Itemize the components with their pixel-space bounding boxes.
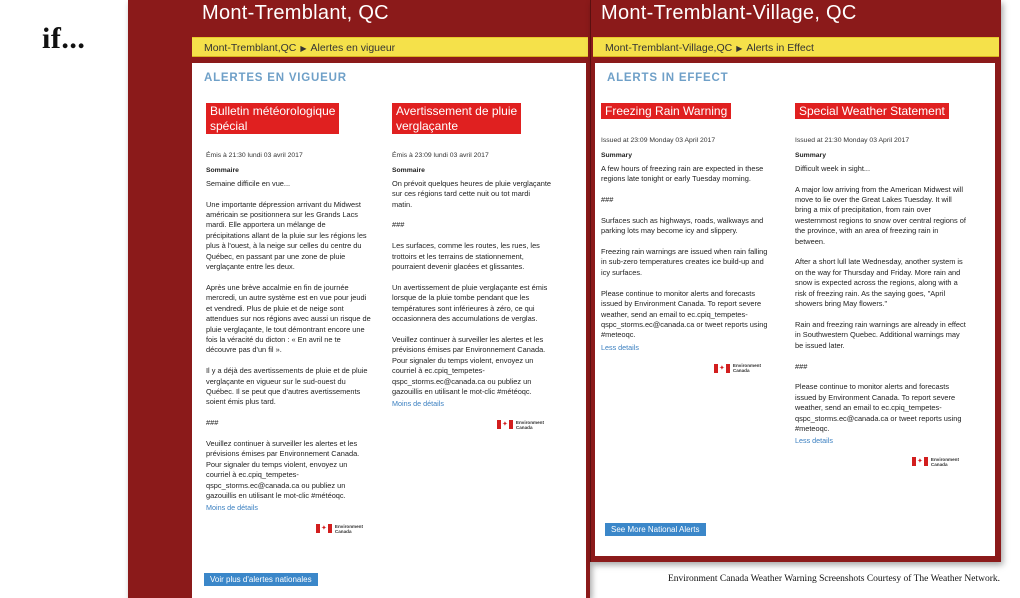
breadcrumb: [192, 37, 588, 57]
summary-heading: Sommaire: [392, 167, 425, 175]
alert-card: [795, 103, 967, 467]
breadcrumb-location-link[interactable]: Mont-Tremblant-Village,QC: [605, 42, 733, 54]
alert-title: Bulletin météorologique spécial: [206, 103, 339, 134]
alert-card: [206, 103, 371, 534]
canada-flag-icon: ✦: [912, 457, 928, 466]
canada-flag-icon: ✦: [497, 420, 513, 429]
right-panel-english: [590, 0, 1001, 562]
breadcrumb-current: Alerts in Effect: [746, 42, 814, 54]
breadcrumb-arrow-icon: ▶: [736, 44, 743, 53]
canada-flag-icon: ✦: [316, 524, 332, 533]
summary-heading: Sommaire: [206, 167, 239, 175]
alert-body: A few hours of freezing rain are expected in these regions late tonight or early Tuesday morning. ### Surfaces such as highways, roads, walkways and parking lots may become icy and slippery. Freezing rain warnings are issued when rain falling in sub-zero temperatures creates ice build-up and icy surfaces. Please continue to monitor alerts and forecasts issued by Environment Canada. To report severe weather, send an email to ec.cpiq_tempetes-qspc_storms.ec@canada.ca or tweet reports using #meteoqc.: [601, 163, 768, 340]
environment-canada-logo: ✦ Environment Canada: [392, 420, 544, 430]
section-title: ALERTES EN VIGUEUR: [204, 72, 347, 84]
less-details-link[interactable]: Less details: [795, 436, 833, 446]
environment-canada-logo: ✦ Environment Canada: [795, 457, 959, 467]
less-details-link[interactable]: Moins de détails: [206, 503, 258, 513]
alert-body: Difficult week in sight... A major low arriving from the American Midwest will move to lie over the Great Lakes Tuesday. It will bring a mix of precipitation, from rain over westernmost regions to snow over central regions of the province, with an area of freezing rain in between. After a short lull late Wednesday, another system is on the way for Thursday and Friday. More rain and snow is expected across the regions, along with a risk of freezing rain. As the saying goes, "April showers bring May flowers." Rain and freezing rain warnings are already in effect in Southwestern Quebec. Additional warnings may be issued later. ### Please continue to monitor alerts and forecasts issued by Environment Canada. To report severe weather, send an email to ec.cpiq_tempetes-qspc_storms.ec@canada.ca or tweet reports using #meteoqc.: [795, 163, 966, 433]
more-national-alerts-button[interactable]: Voir plus d'alertes nationales: [204, 573, 318, 586]
alert-card: [392, 103, 552, 430]
page-title: Mont-Tremblant, QC: [202, 2, 389, 24]
breadcrumb-arrow-icon: ▶: [300, 44, 307, 53]
alert-title: Avertissement de pluie verglaçante: [392, 103, 521, 134]
breadcrumb-current: Alertes en vigueur: [310, 42, 396, 54]
alert-issued-date: Émis à 21:30 lundi 03 avril 2017: [206, 152, 303, 159]
more-national-alerts-button[interactable]: See More National Alerts: [605, 523, 706, 536]
alert-issued-date: Issued at 21:30 Monday 03 April 2017: [795, 137, 910, 144]
alert-card: [601, 103, 769, 373]
environment-canada-logo: ✦ Environment Canada: [601, 363, 761, 373]
alert-body: On prévoit quelques heures de pluie verglaçante sur ces régions tard cette nuit ou tot mardi matin. ### Les surfaces, comme les routes, les rues, les trottoirs et les terrains de stationnement, pourraient devenir glacées et glissantes. Un avertissement de pluie verglaçante est émis lorsque de la pluie tombe pendant que les températures sont inférieures à zéro, ce qui occasionnera des accumulations de verglas. Veuillez continuer à surveiller les alertes et les prévisions émises par Environnement Canada. Pour signaler du temps violent, envoyez un courriel à ec.cpiq_tempetes-qspc_storms.ec@canada.ca ou publiez un gazouillis en utilisant le mot-clic #météoqc.: [392, 178, 552, 396]
less-details-link[interactable]: Less details: [601, 342, 639, 352]
if-heading: if...: [42, 22, 86, 55]
less-details-link[interactable]: Moins de détails: [392, 399, 444, 409]
alert-issued-date: Émis à 23:09 lundi 03 avril 2017: [392, 152, 489, 159]
summary-heading: Summary: [601, 152, 632, 160]
page-title: Mont-Tremblant-Village, QC: [601, 2, 857, 24]
alert-title: Freezing Rain Warning: [601, 103, 731, 119]
environment-canada-logo: ✦ Environment Canada: [206, 524, 363, 534]
left-panel-french: [128, 0, 590, 598]
alert-title: Special Weather Statement: [795, 103, 949, 119]
breadcrumb-location-link[interactable]: Mont-Tremblant,QC: [204, 42, 297, 54]
summary-heading: Summary: [795, 152, 826, 160]
breadcrumb: [593, 37, 999, 57]
canada-flag-icon: ✦: [714, 364, 730, 373]
alerts-content: [595, 63, 995, 556]
alert-issued-date: Issued at 23:09 Monday 03 April 2017: [601, 137, 716, 144]
alert-body: Semaine difficile en vue... Une importante dépression arrivant du Midwest américain se positionnera sur les Grands Lacs mardi. Elle apportera un mélange de précipitations allant de la pluie sur les régions les plus à l'ouest, à la neige sur celles du centre du Québec, en passant par une zone de pluie verglaçante entre les deux. Après une brève accalmie en fin de journée mercredi, un autre système est en vue pour jeudi et vendredi. Plus de pluie et de neige sont attendues sur nos régions avec aussi un risque de pluie verglaçante, le tout démontrant encore une fois la véracité du dicton : « En avril ne te découvre pas d'un fil ». Il y a déjà des avertissements de pluie et de pluie verglaçante en vigueur sur le sud-ouest du Québec. Il se peut que d'autres avertissements soient émis plus tard. ### Veuillez continuer à surveiller les alertes et les prévisions émises par Environnement Canada. Pour signaler du temps violent, envoyez un courriel à ec.cpiq_tempetes-qspc_storms.ec@canada.ca ou publiez un gazouillis en utilisant le mot-clic #météoqc.: [206, 178, 371, 500]
section-title: ALERTS IN EFFECT: [607, 72, 729, 84]
alerts-content: [192, 63, 586, 598]
image-credit: Environment Canada Weather Warning Screenshots Courtesy of The Weather Network.: [667, 574, 1000, 584]
